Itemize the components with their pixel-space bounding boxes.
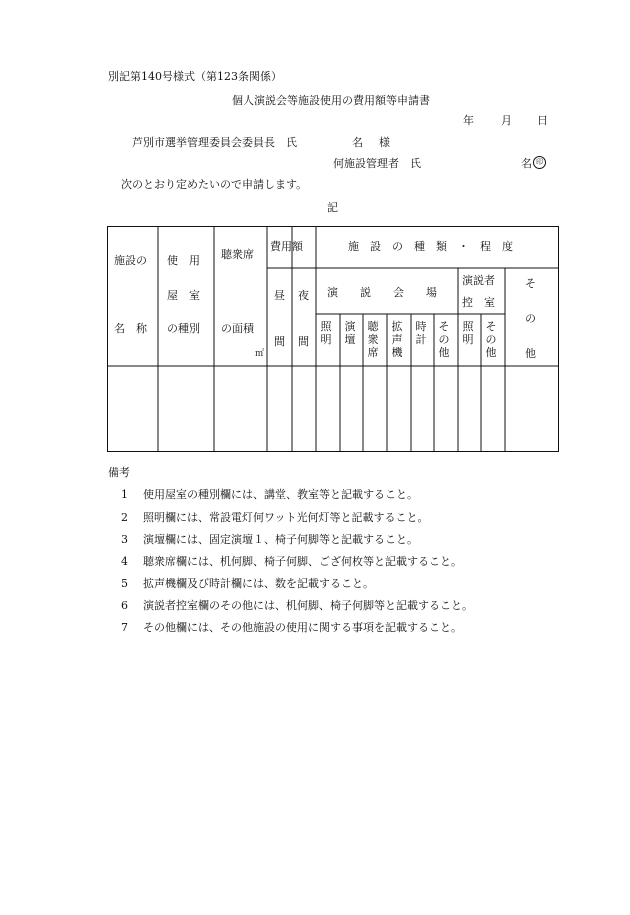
remark-item	[121, 488, 418, 501]
night-header-bottom: 間	[298, 335, 309, 348]
remark-item	[121, 621, 462, 634]
day-header-bottom: 間	[274, 335, 285, 348]
remark-number: 6	[121, 599, 128, 612]
other-header-3: 他	[525, 347, 536, 360]
hall-other-header: その他	[438, 320, 450, 359]
remark-item	[121, 511, 428, 524]
room-type-header-3: の種別	[167, 322, 200, 335]
hall-clock-header: 時計	[415, 320, 427, 346]
other-header-1: そ	[525, 277, 536, 290]
area-unit: ㎡	[255, 349, 265, 359]
remark-number: 5	[121, 577, 128, 590]
room-type-header-1: 使 用	[167, 254, 200, 267]
hall-seating-header: 聴衆席	[367, 320, 379, 359]
night-header-top: 夜	[298, 289, 309, 302]
remark-item	[121, 555, 462, 568]
remark-item	[121, 533, 418, 546]
hall-podium-header: 演壇	[344, 320, 356, 346]
remarks-heading: 備考	[108, 466, 130, 479]
remark-number: 3	[121, 533, 128, 546]
facility-types-header: 施 設 の 種 類 ・ 程 度	[348, 240, 513, 253]
speaker-room-header-bottom: 控 室	[462, 296, 495, 309]
seal-mark: 印	[533, 156, 546, 169]
addressee-honorific: 様	[379, 136, 390, 149]
hall-lighting-header: 照明	[320, 320, 332, 346]
date-year-label: 年	[463, 114, 474, 127]
applicant-name-label: 名	[521, 157, 532, 170]
date-day-label: 日	[537, 114, 548, 127]
remark-item	[121, 599, 473, 612]
facility-name-header-top: 施設の	[114, 254, 147, 267]
facility-name-header-bottom: 名 称	[114, 322, 147, 335]
remark-item	[121, 577, 374, 590]
remark-text: 演説者控室欄のその他には、机何脚、椅子何脚等と記載すること。	[143, 599, 473, 612]
speaker-lighting-header: 照明	[462, 320, 474, 346]
document-title: 個人演説会等施設使用の費用額等申請書	[232, 94, 430, 107]
hall-header: 演 説 会 場	[327, 286, 437, 299]
day-header-top: 昼	[274, 289, 285, 302]
remark-text: 聴衆席欄には、机何脚、椅子何脚、ござ何枚等と記載すること。	[143, 555, 462, 568]
remark-number: 4	[121, 555, 128, 568]
remark-number: 7	[121, 621, 128, 634]
ki-label: 記	[327, 201, 338, 214]
other-header-2: の	[525, 312, 536, 325]
form-number: 別記第140号様式（第123条関係）	[108, 70, 282, 83]
applicant-label: 何施設管理者 氏	[333, 157, 421, 170]
remark-text: 照明欄には、常設電灯何ワット光何灯等と記載すること。	[143, 511, 429, 524]
addressee-label: 芦別市選挙管理委員会委員長 氏	[132, 136, 297, 149]
addressee-name-label: 名	[352, 136, 363, 149]
remark-text: 拡声機欄及び時計欄には、数を記載すること。	[143, 577, 374, 590]
remark-text: その他欄には、その他施設の使用に関する事項を記載すること。	[143, 621, 462, 634]
date-month-label: 月	[501, 114, 512, 127]
area-header-bottom: の面積	[221, 322, 254, 335]
fee-header: 費用額	[270, 240, 303, 253]
remark-number: 2	[121, 511, 128, 524]
hall-loudspeaker-header: 拡声機	[391, 320, 403, 359]
speaker-room-header-top: 演説者	[462, 274, 495, 287]
remark-number: 1	[121, 488, 128, 501]
remark-text: 演壇欄には、固定演壇１、椅子何脚等と記載すること。	[143, 533, 418, 546]
area-header-top: 聴衆席	[221, 248, 254, 261]
application-statement: 次のとおり定めたいので申請します。	[121, 178, 308, 191]
speaker-other-header: その他	[485, 320, 497, 359]
remark-text: 使用屋室の種別欄には、講堂、教室等と記載すること。	[143, 488, 418, 501]
room-type-header-2: 屋 室	[167, 289, 200, 302]
